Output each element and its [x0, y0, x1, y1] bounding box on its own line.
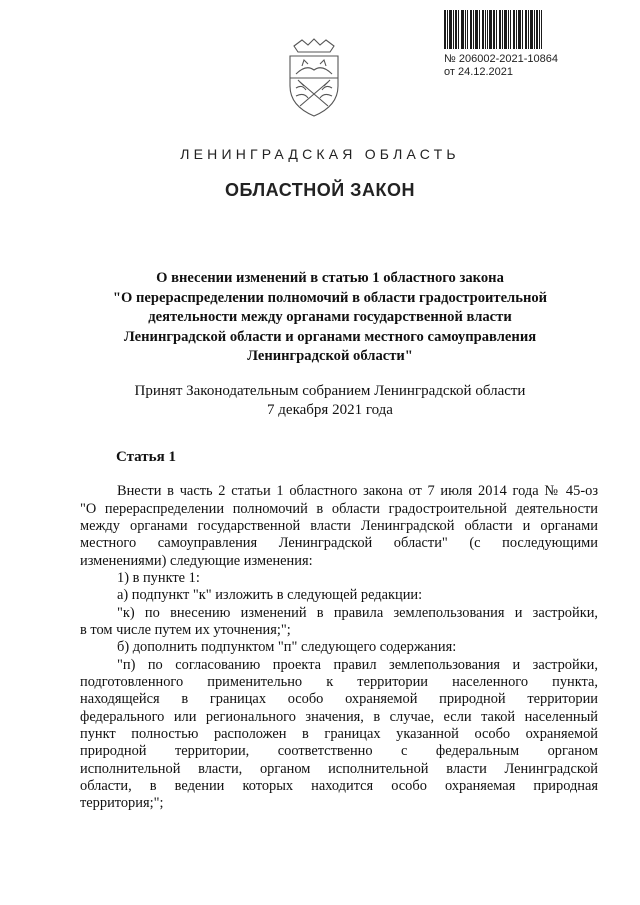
title-line: деятельности между органами государственной власти	[148, 309, 512, 325]
article-line: федерального или регионального значения, в случае, если такой населенный	[80, 709, 598, 725]
article-line: "к) по внесению изменений в правила землепользования и застройки,	[117, 605, 598, 621]
adoption-body: Принят Законодательным собранием Ленинградской области	[134, 383, 526, 399]
law-title	[60, 269, 600, 367]
article-line: природной территории, соответственно с федеральным органом	[80, 743, 598, 759]
region-name: ЛЕНИНГРАДСКАЯ ОБЛАСТЬ	[180, 146, 460, 162]
registration-info	[444, 53, 558, 79]
barcode	[444, 10, 542, 49]
article-heading: Статья 1	[116, 449, 176, 465]
registration-date: от 24.12.2021	[444, 66, 514, 78]
article-line: подготовленного применительно к территории населенного пункта,	[80, 674, 598, 690]
article-line: области, в ведении которых находится особо охраняемая природная	[80, 778, 598, 794]
article-line: "п) по согласованию проекта правил землепользования и застройки,	[117, 657, 598, 673]
title-line: Ленинградской области и органами местного самоуправления	[123, 328, 537, 345]
article-line: пункт полностью расположен в границах указанной особо охраняемой	[80, 726, 598, 742]
article-line: между органами государственной власти Ленинградской области и органами	[80, 518, 598, 534]
article-line: "О перераспределении полномочий в области градостроительной деятельности	[80, 501, 598, 517]
coat-of-arms-icon	[282, 36, 346, 120]
adoption-note	[60, 382, 600, 419]
article-line: а) подпункт "к" изложить в следующей редакции:	[117, 587, 423, 603]
article-line: находящейся в границах особо охраняемой природной территории	[80, 691, 598, 707]
title-line: О внесении изменений в статью 1 областного закона	[156, 270, 504, 286]
article-line: б) дополнить подпунктом "п" следующего содержания:	[117, 639, 457, 655]
article-line: изменениями) следующие изменения:	[80, 553, 313, 569]
article-line: территория;";	[80, 795, 164, 811]
article-line: в том числе путем их уточнения;";	[80, 622, 291, 638]
title-line: "О перераспределении полномочий в области градостроительной	[112, 289, 548, 306]
article-line: местного самоуправления Ленинградской области" (с последующими	[80, 535, 598, 551]
registration-number: № 206002-2021-10864	[444, 53, 558, 65]
article-line: 1) в пункте 1:	[117, 570, 200, 586]
article-line: Внести в часть 2 статьи 1 областного закона от 7 июля 2014 года № 45-оз	[117, 483, 598, 499]
title-line: Ленинградской области"	[247, 348, 413, 364]
article-line: исполнительной власти, органом исполнительной власти Ленинградской	[80, 761, 598, 777]
law-type: ОБЛАСТНОЙ ЗАКОН	[225, 180, 415, 200]
adoption-date: 7 декабря 2021 года	[267, 401, 393, 418]
